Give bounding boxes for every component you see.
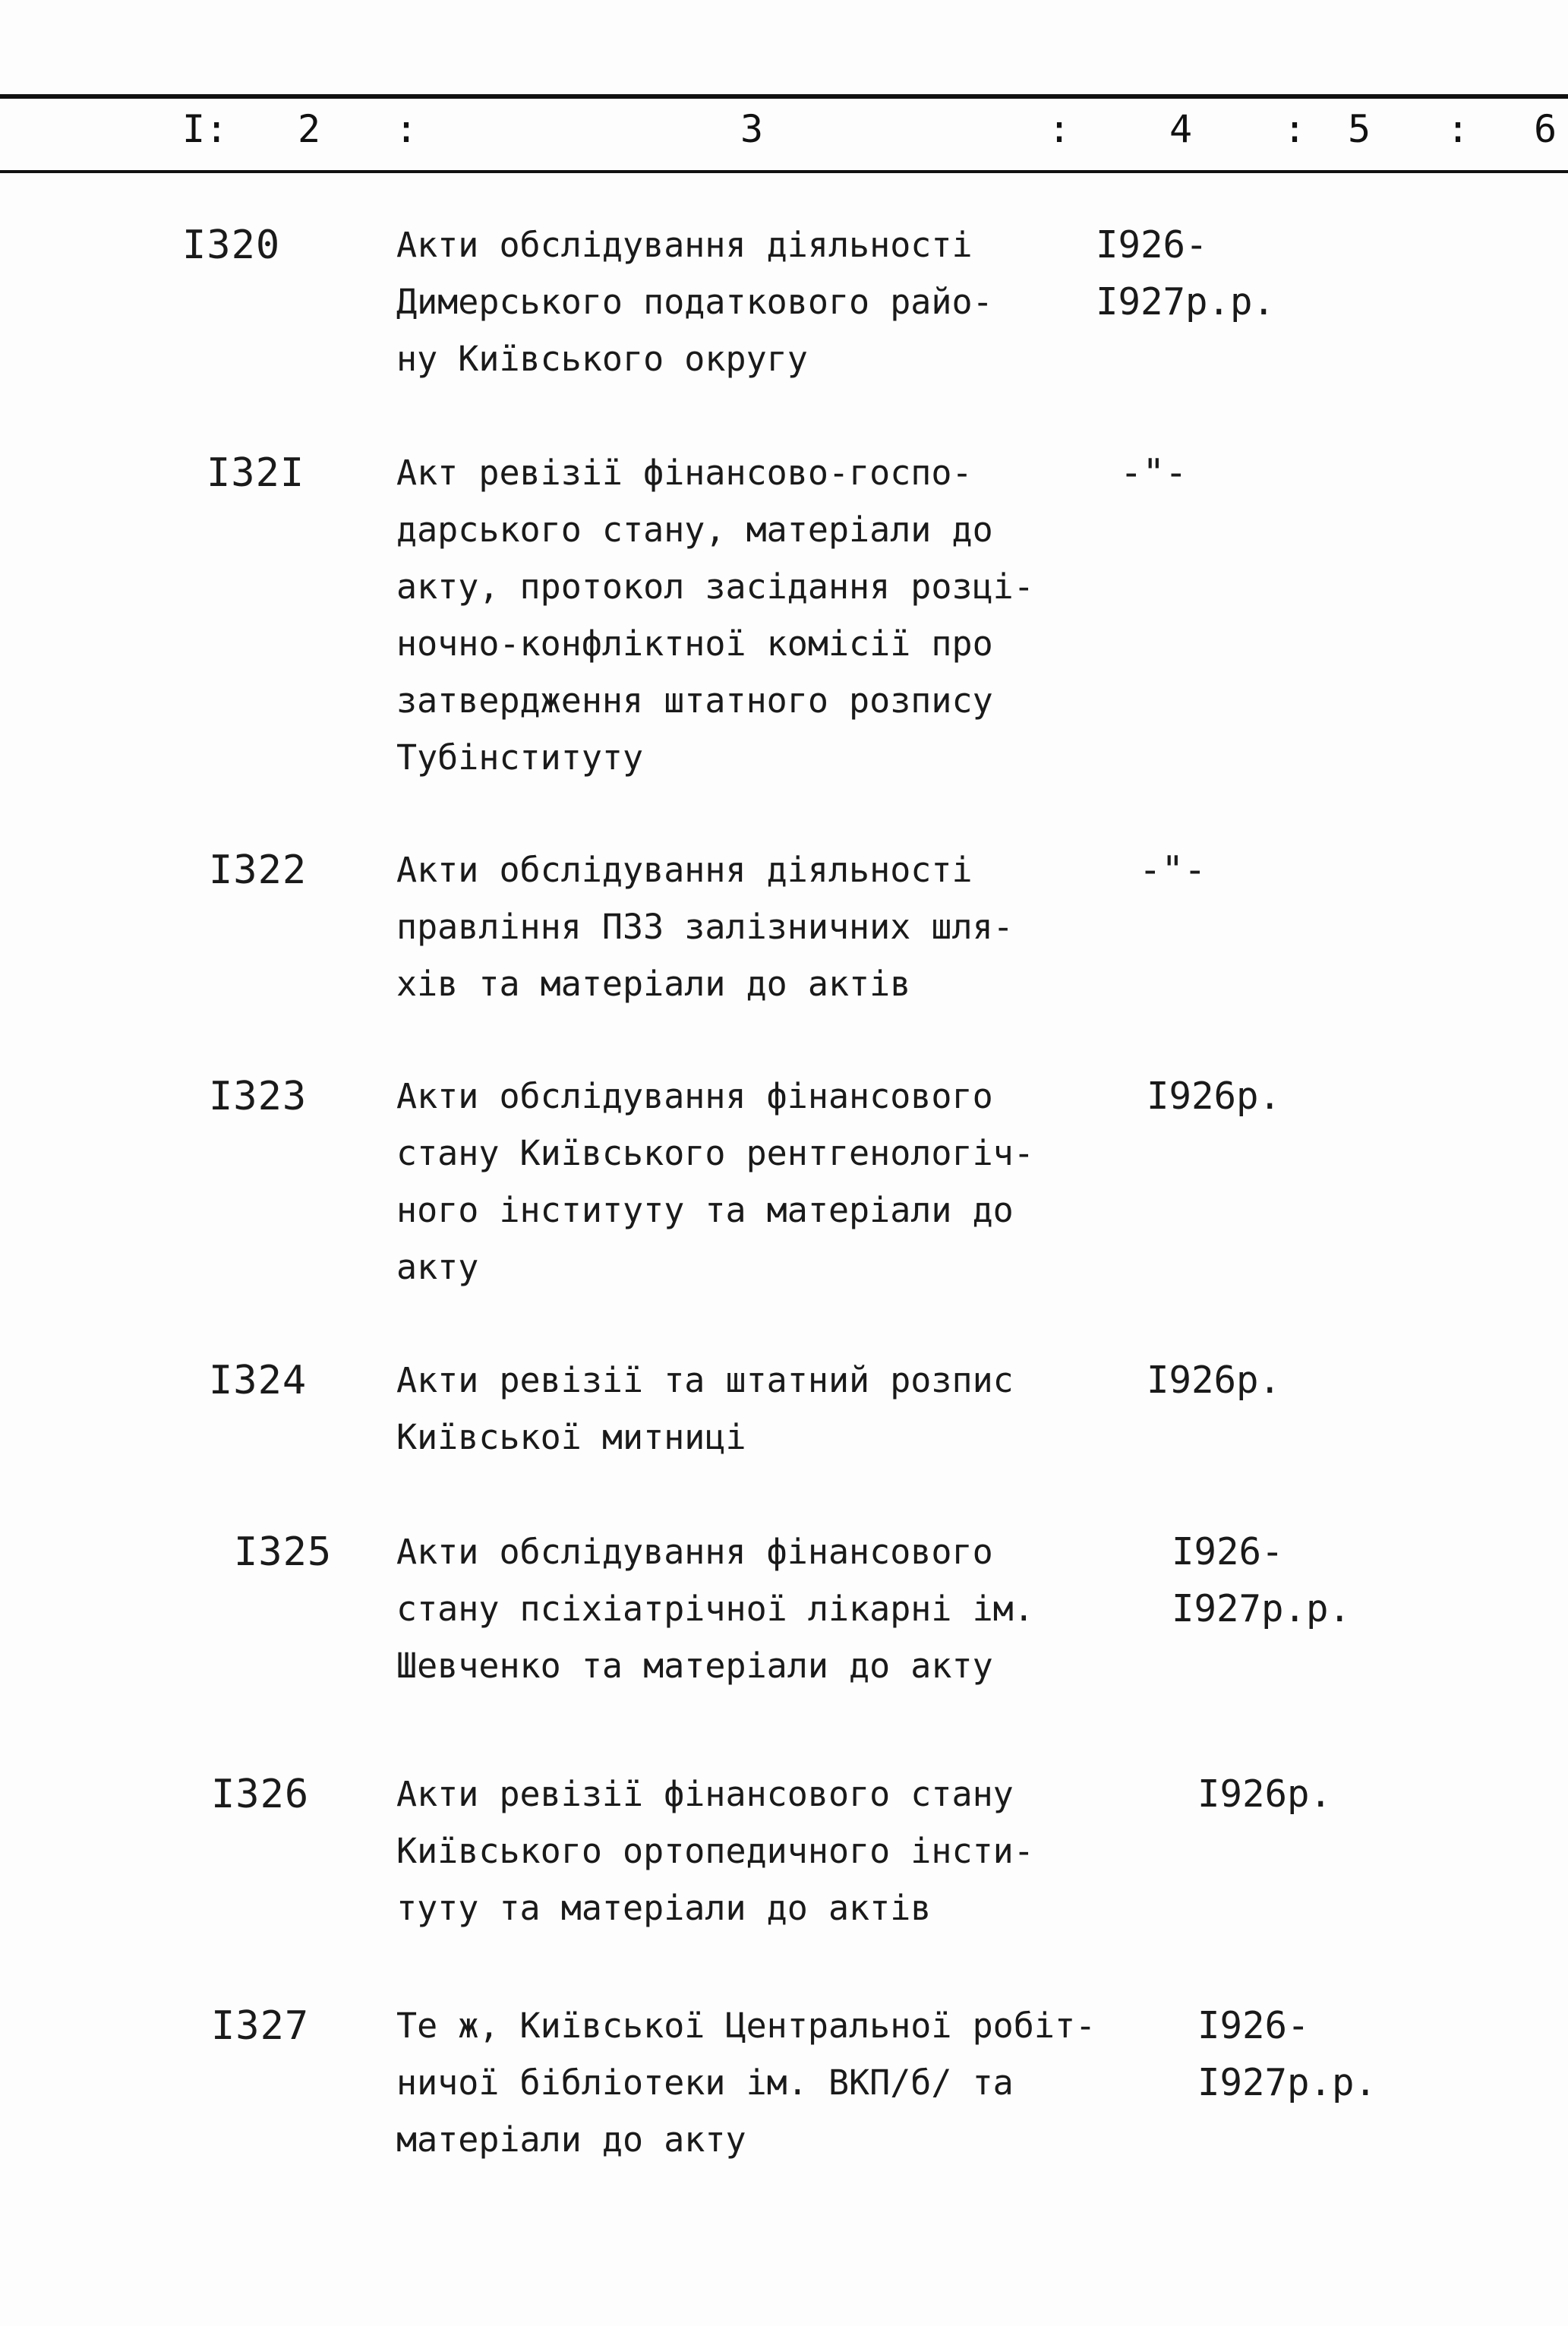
description-line: Тубінституту [396, 737, 644, 778]
description-line: затвердження штатного розпису [396, 680, 993, 721]
entry-number: I327 [211, 2003, 310, 2049]
description-line: Київської митниці [396, 1417, 746, 1457]
entry-description [396, 444, 1125, 786]
date-line: I926р. [1147, 1359, 1282, 1402]
header-bottom-rule [0, 170, 1568, 173]
header-column-2: 2 [298, 107, 321, 151]
entry-description [396, 1766, 1125, 1936]
description-line: Акти обслідування фінансового [396, 1532, 993, 1572]
header-top-rule [0, 94, 1568, 99]
description-line: Те ж, Київської Центральної робіт- [396, 2006, 1096, 2046]
entry-date [1197, 1766, 1332, 1823]
entry-description [396, 1068, 1125, 1296]
description-line: стану псіхіатрічної лікарні ім. [396, 1589, 1034, 1629]
description-line: дарського стану, матеріали до [396, 510, 993, 550]
entry-number: I323 [209, 1074, 308, 1119]
description-line: акту, протокол засідання розці- [396, 567, 1034, 607]
entry-number: I322 [209, 847, 308, 893]
header-column-1: I: [182, 107, 229, 151]
date-line: I927р.р. [1096, 280, 1276, 323]
description-line: Димерського податкового райо- [396, 282, 993, 322]
entry-number: I320 [182, 223, 281, 268]
description-line: ного інституту та матеріали до [396, 1190, 1014, 1230]
description-line: правління ПЗЗ залізничних шля- [396, 907, 1014, 947]
entry-date [1147, 1352, 1281, 1409]
entry-number: I325 [234, 1529, 333, 1575]
header-separator: : [1048, 107, 1071, 151]
entry-date [1096, 216, 1275, 330]
description-line: ничої бібліотеки ім. ВКП/б/ та [396, 2062, 1014, 2103]
description-line: туту та матеріали до актів [396, 1888, 932, 1928]
entry-number: I324 [209, 1358, 308, 1403]
description-line: Акти ревізії фінансового стану [396, 1774, 1014, 1814]
description-line: Акт ревізії фінансово-госпо- [396, 453, 973, 493]
description-line: стану Київського рентгенологіч- [396, 1133, 1034, 1173]
description-line: Акти ревізії та штатний розпис [396, 1360, 1014, 1400]
entry-description [396, 1352, 1125, 1466]
entry-date [1139, 841, 1207, 898]
entry-description [396, 841, 1125, 1012]
header-separator: : [1283, 107, 1307, 151]
entry-date [1197, 1997, 1377, 2111]
entry-description [396, 216, 1125, 387]
header-separator: : [1447, 107, 1470, 151]
entry-date [1172, 1523, 1351, 1637]
header-column-4: 4 [1169, 107, 1193, 151]
entry-date [1120, 444, 1188, 501]
date-line: I927р.р. [1197, 2061, 1377, 2104]
date-line: -"- [1139, 848, 1207, 892]
description-line: Шевченко та матеріали до акту [396, 1646, 993, 1686]
description-line: ночно-конфліктної комісії про [396, 623, 993, 664]
description-line: акту [396, 1247, 479, 1287]
entry-number: I326 [211, 1772, 310, 1817]
description-line: Київського ортопедичного інсти- [396, 1831, 1034, 1871]
description-line: матеріали до акту [396, 2119, 746, 2160]
entry-date [1147, 1068, 1281, 1125]
header-column-5: 5 [1348, 107, 1371, 151]
description-line: Акти обслідування фінансового [396, 1076, 993, 1116]
description-line: Акти обслідування діяльності [396, 850, 973, 890]
date-line: I926р. [1147, 1075, 1282, 1118]
description-line: ну Київського округу [396, 339, 808, 379]
date-line: -"- [1120, 451, 1188, 494]
header-column-6: 6 [1534, 107, 1557, 151]
date-line: I926- [1172, 1530, 1284, 1573]
date-line: I926- [1197, 2004, 1310, 2047]
date-line: I927р.р. [1172, 1587, 1352, 1630]
entry-number: I32I [207, 450, 305, 496]
description-line: Акти обслідування діяльності [396, 225, 973, 265]
header-column-3: 3 [740, 107, 764, 151]
date-line: I926- [1096, 223, 1208, 267]
entry-description [396, 1523, 1125, 1694]
header-separator: : [395, 107, 418, 151]
description-line: хів та матеріали до актів [396, 964, 911, 1004]
entry-description [396, 1997, 1125, 2168]
date-line: I926р. [1197, 1772, 1333, 1816]
